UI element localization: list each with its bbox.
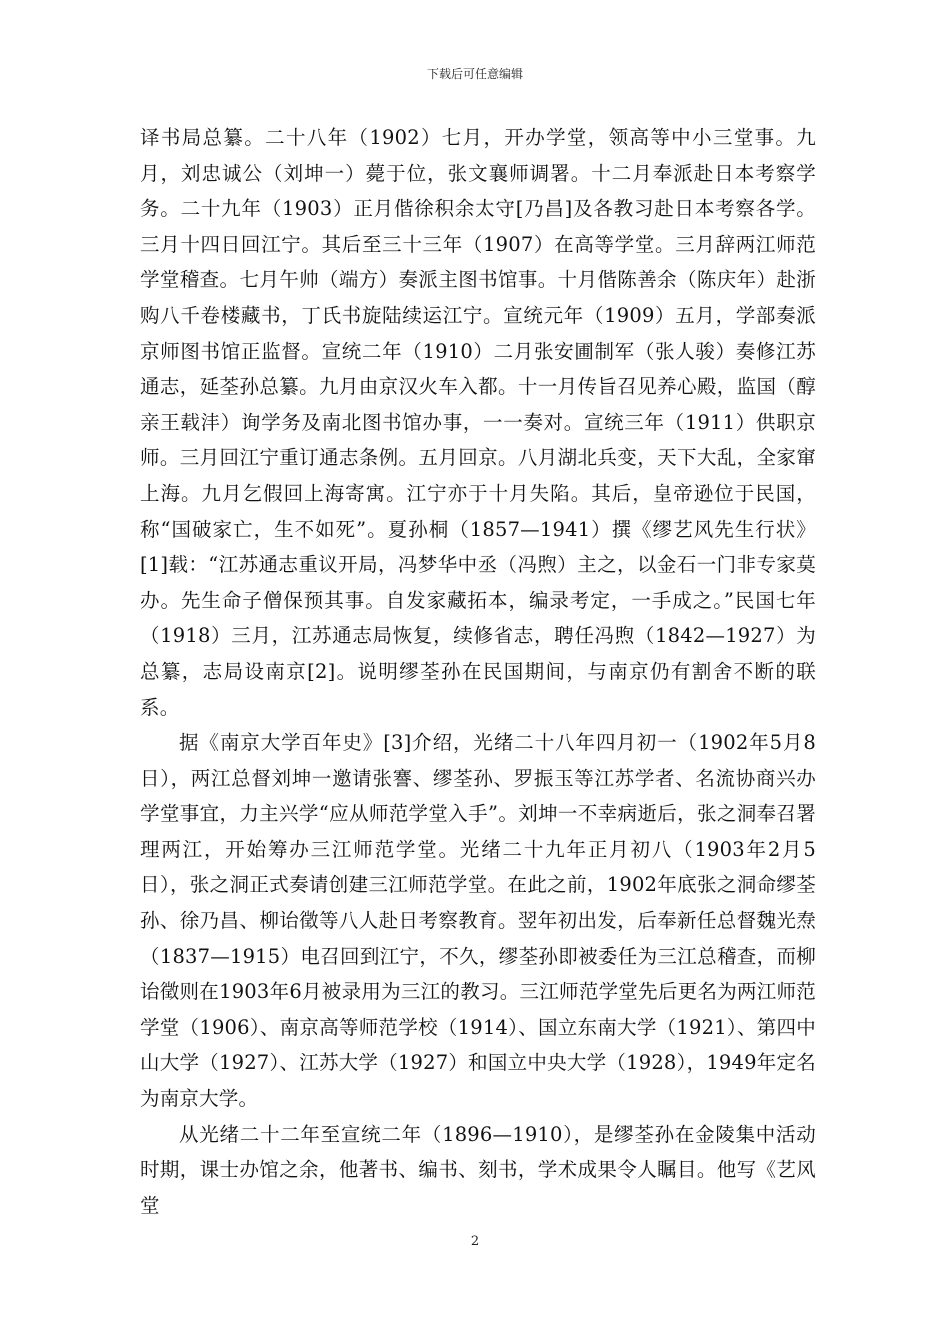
paragraph-continued: 译书局总纂。二十八年（1902）七月，开办学堂，领高等中小三堂事。九月，刘忠诚公（刘坤一）薨于位，张文襄师调署。十二月奉派赴日本考察学务。二十九年（1903）正月偕徐积余太守[乃昌]及各教习赴日本考察各学。三月十四日回江宁。其后至三十三年（1907）在高等学堂。三月辞两江师范学堂稽查。七月午帅（端方）奏派主图书馆事。十月偕陈善余（陈庆年）赴浙购八千卷楼藏书，丁氏书旋陆续运江宁。宣统元年（1909）五月，学部奏派京师图书馆正监督。宣统二年（1910）二月张安圃制军（张人骏）奏修江苏通志，延荃孙总纂。九月由京汉火车入都。十一月传旨召见养心殿，监国（醇亲王载沣）询学务及南北图书馆办事，一一奏对。宣统三年（1911）供职京师。三月回江宁重订通志条例。五月回京。八月湖北兵变，天下大乱，全家窜上海。九月乞假回上海寄寓。江宁亦于十月失陷。其后，皇帝逊位于民国，称“国破家亡，生不如死”。夏孙桐（1857—1941）撰《缪艺风先生行状》[1]载：“江苏通志重议开局，冯梦华中丞（冯煦）主之，以金石一门非专家莫办。先生命子僧保预其事。自发家藏拓本，编录考定，一手成之。”民国七年（1918）三月，江苏通志局恢复，续修省志，聘任冯煦（1842—1927）为总纂，志局设南京[2]。说明缪荃孙在民国期间，与南京仍有割舍不断的联系。 xyxy=(140,126,816,719)
page-header: 下载后可任意编辑 xyxy=(426,67,523,81)
paragraph: 从光绪二十二年至宣统二年（1896—1910），是缪荃孙在金陵集中活动时期，课士办馆之余，他著书、编书、刻书，学术成果令人瞩目。他写《艺风堂 xyxy=(140,1122,816,1217)
paragraph: 据《南京大学百年史》[3]介绍，光绪二十八年四月初一（1902年5月8日），两江总督刘坤一邀请张謇、缪荃孙、罗振玉等江苏学者、名流协商兴办学堂事宜，力主兴学“应从师范学堂入手”。刘坤一不幸病逝后，张之洞奉召署理两江，开始筹办三江师范学堂。光绪二十九年正月初八（1903年2月5日），张之洞正式奏请创建三江师范学堂。在此之前，1902年底张之洞命缪荃孙、徐乃昌、柳诒徵等八人赴日考察教育。翌年初出发，后奉新任总督魏光焘（1837—1915）电召回到江宁，不久，缪荃孙即被委任为三江总稽查，而柳诒徵则在1903年6月被录用为三江的教习。三江师范学堂先后更名为两江师范学堂（1906）、南京高等师范学校（1914）、国立东南大学（1921）、第四中山大学（1927）、江苏大学（1927）和国立中央大学（1928），1949年定名为南京大学。 xyxy=(140,731,816,1111)
document-body xyxy=(140,120,816,1223)
page-number: 2 xyxy=(470,1234,480,1249)
